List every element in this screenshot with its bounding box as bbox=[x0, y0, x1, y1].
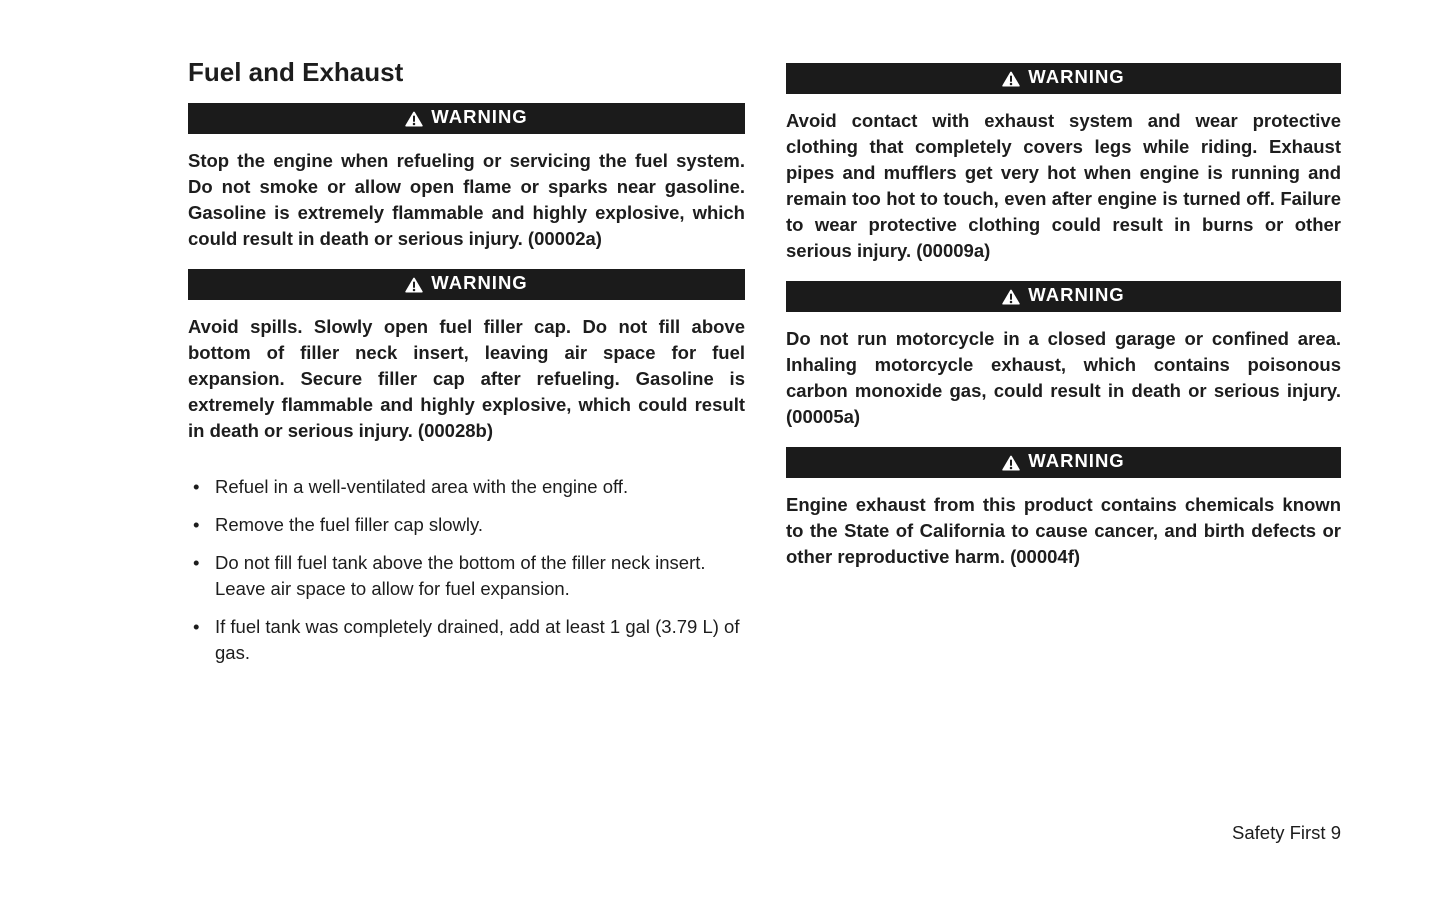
warning-banner-label: WARNING bbox=[431, 272, 528, 294]
warning-banner bbox=[188, 269, 745, 300]
warning-banner-label: WARNING bbox=[1028, 284, 1125, 306]
page-title: Fuel and Exhaust bbox=[188, 57, 404, 87]
warning-banner bbox=[786, 447, 1341, 478]
warning-text: Avoid contact with exhaust system and wear protective clothing that completely covers legs while riding. Exhaust pipes and mufflers get very hot when engine is running and remain too hot to touch, even after engine is turned off. Failure to wear protective clothing could result in burns or other serious injury. (00009a) bbox=[786, 110, 1341, 261]
warning-banner-label: WARNING bbox=[431, 106, 528, 128]
warning-banner bbox=[786, 63, 1341, 94]
warning-triangle-icon bbox=[1002, 455, 1020, 471]
warning-banner bbox=[188, 103, 745, 134]
warning-text: Do not run motorcycle in a closed garage or confined area. Inhaling motorcycle exhaust, which contains poisonous carbon monoxide gas, could result in death or serious injury. (00005a) bbox=[786, 328, 1341, 427]
warning-triangle-icon bbox=[1002, 71, 1020, 87]
warning-text: Avoid spills. Slowly open fuel filler cap. Do not fill above bottom of filler neck insert, leaving air space for fuel expansion. Secure filler cap after refueling. Gasoline is extremely flammable and highly explosive, which could result in death or serious injury. (00028b) bbox=[188, 316, 745, 441]
warning-banner-label: WARNING bbox=[1028, 66, 1125, 88]
list-item: • Do not fill fuel tank above the bottom of the filler neck insert. Leave air space to allow for fuel expansion. bbox=[188, 550, 745, 602]
page-footer: Safety First 9 bbox=[1232, 822, 1341, 843]
warning-text: Engine exhaust from this product contains chemicals known to the State of California to cause cancer, and birth defects or other reproductive harm. (00004f) bbox=[786, 494, 1341, 567]
warning-banner bbox=[786, 281, 1341, 312]
warning-triangle-icon bbox=[405, 277, 423, 293]
list-item: • Refuel in a well-ventilated area with the engine off. bbox=[188, 474, 745, 500]
safety-bullet-list bbox=[188, 474, 745, 666]
list-item: • Remove the fuel filler cap slowly. bbox=[188, 512, 745, 538]
left-column bbox=[188, 57, 745, 666]
warning-text: Stop the engine when refueling or servicing the fuel system. Do not smoke or allow open flame or sparks near gasoline. Gasoline is extremely flammable and highly explosive, which could result in death or serious injury. (00002a) bbox=[188, 150, 745, 249]
right-column bbox=[786, 63, 1341, 570]
list-item: • If fuel tank was completely drained, add at least 1 gal (3.79 L) of gas. bbox=[188, 614, 745, 666]
warning-triangle-icon bbox=[1002, 289, 1020, 305]
warning-triangle-icon bbox=[405, 111, 423, 127]
warning-banner-label: WARNING bbox=[1028, 450, 1125, 472]
